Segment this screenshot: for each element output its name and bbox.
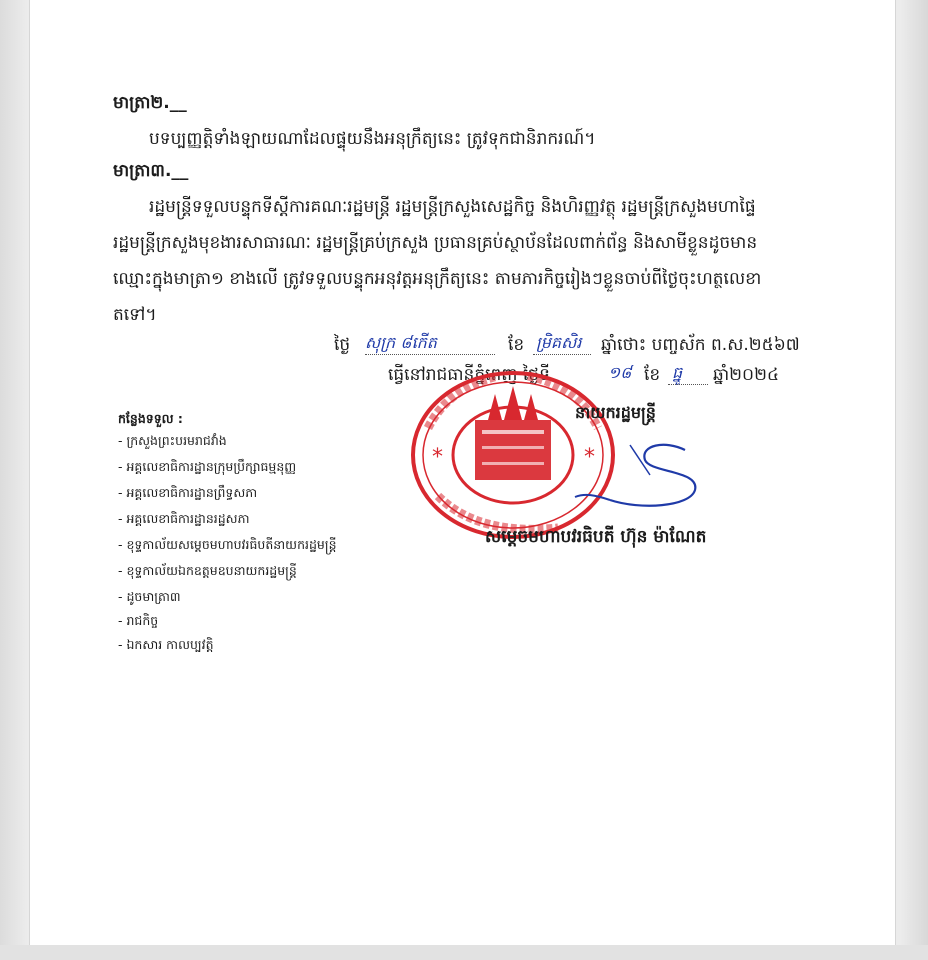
page-bottom-edge	[0, 945, 928, 960]
svg-text:*: *	[584, 445, 595, 470]
signature-icon	[570, 415, 750, 525]
list-item: - ឯកសារ កាលប្បវត្តិ	[118, 637, 214, 652]
solar-month-label: ខែ	[644, 365, 661, 385]
article-3-line-1: រដ្ឋមន្ត្រីទទួលបន្ទុកទីស្តីការគណៈរដ្ឋមន្ត្រី រដ្ឋមន្ត្រីក្រសួងសេដ្ឋកិច្ច និងហិរញ្ញវត្ថុ រដ្ឋមន្ត្រីក្រសួងមហាផ្ទៃ	[149, 197, 756, 217]
article-3-line-3: ឈ្មោះក្នុងមាត្រា១ ខាងលើ ត្រូវទទួលបន្ទុកអនុវត្តអនុក្រឹត្យនេះ តាមភារកិច្ចរៀងៗខ្លួនចាប់ពីថ្ងៃចុះហត្ថលេខា	[113, 269, 762, 289]
solar-day-handwritten: ១៨	[608, 363, 632, 382]
lunar-month-handwritten: ម្រិគសិរ	[536, 333, 582, 352]
lunar-year: ឆ្នាំថោះ បញ្ចស័ក ព.ស.២៥៦៧	[601, 335, 800, 355]
list-item: - ក្រសួងព្រះបរមរាជវាំង	[118, 433, 227, 448]
lunar-date-prefix: ថ្ងៃ	[334, 335, 351, 355]
article-3-line-4: តទៅ។	[113, 305, 157, 325]
list-item: - ដូចមាត្រា៣	[118, 589, 181, 604]
article-2-heading: មាត្រា២.__	[113, 93, 187, 113]
list-item: - ខុទ្ទកាល័យឯកឧត្តមឧបនាយករដ្ឋមន្ត្រី	[118, 563, 297, 578]
lunar-day-dotted-line	[365, 354, 495, 355]
solar-month-handwritten: ធ្នូ	[672, 363, 683, 382]
list-item: - ខុទ្ទកាល័យសម្តេចមហាបវរធិបតីនាយករដ្ឋមន្ត្រី	[118, 537, 337, 552]
list-item: - អគ្គលេខាធិការដ្ឋានព្រឹទ្ធសភា	[118, 485, 258, 500]
solar-year: ឆ្នាំ២០២៤	[713, 365, 779, 385]
lunar-month-label: ខែ	[508, 335, 525, 355]
list-item: - អគ្គលេខាធិការដ្ឋានក្រុមប្រឹក្សាធម្មនុញ្ញ	[118, 459, 297, 474]
recipients-heading: កន្លែងទទួល :	[118, 411, 183, 426]
signer-role: នាយករដ្ឋមន្ត្រី	[575, 403, 656, 422]
solar-month-dotted-line	[668, 384, 708, 385]
svg-text:*: *	[432, 445, 443, 470]
solar-date-place: ធ្វើនៅរាជធានីភ្នំពេញ ថ្ងៃទី	[388, 365, 550, 385]
signer-name: សម្តេចមហាបវរធិបតី ហ៊ុន ម៉ាណែត	[485, 527, 707, 547]
article-3-heading: មាត្រា៣.__	[113, 161, 189, 181]
document-page	[30, 0, 895, 945]
article-2-text: បទប្បញ្ញត្តិទាំងឡាយណាដែលផ្ទុយនឹងអនុក្រឹត្យនេះ ត្រូវទុកជានិរាករណ៍។	[149, 129, 596, 149]
lunar-day-handwritten: សុក្រ ៨កើត	[365, 333, 437, 352]
list-item: - អគ្គលេខាធិការដ្ឋានរដ្ឋសភា	[118, 511, 250, 526]
article-3-line-2: រដ្ឋមន្ត្រីក្រសួងមុខងារសាធារណៈ រដ្ឋមន្ត្រីគ្រប់ក្រសួង ប្រធានគ្រប់ស្ថាប័នដែលពាក់ព័ន្ធ និងសាមីខ្លួនដូចមាន	[113, 233, 758, 253]
list-item: - រាជកិច្ច	[118, 613, 159, 628]
lunar-month-dotted-line	[533, 354, 591, 355]
